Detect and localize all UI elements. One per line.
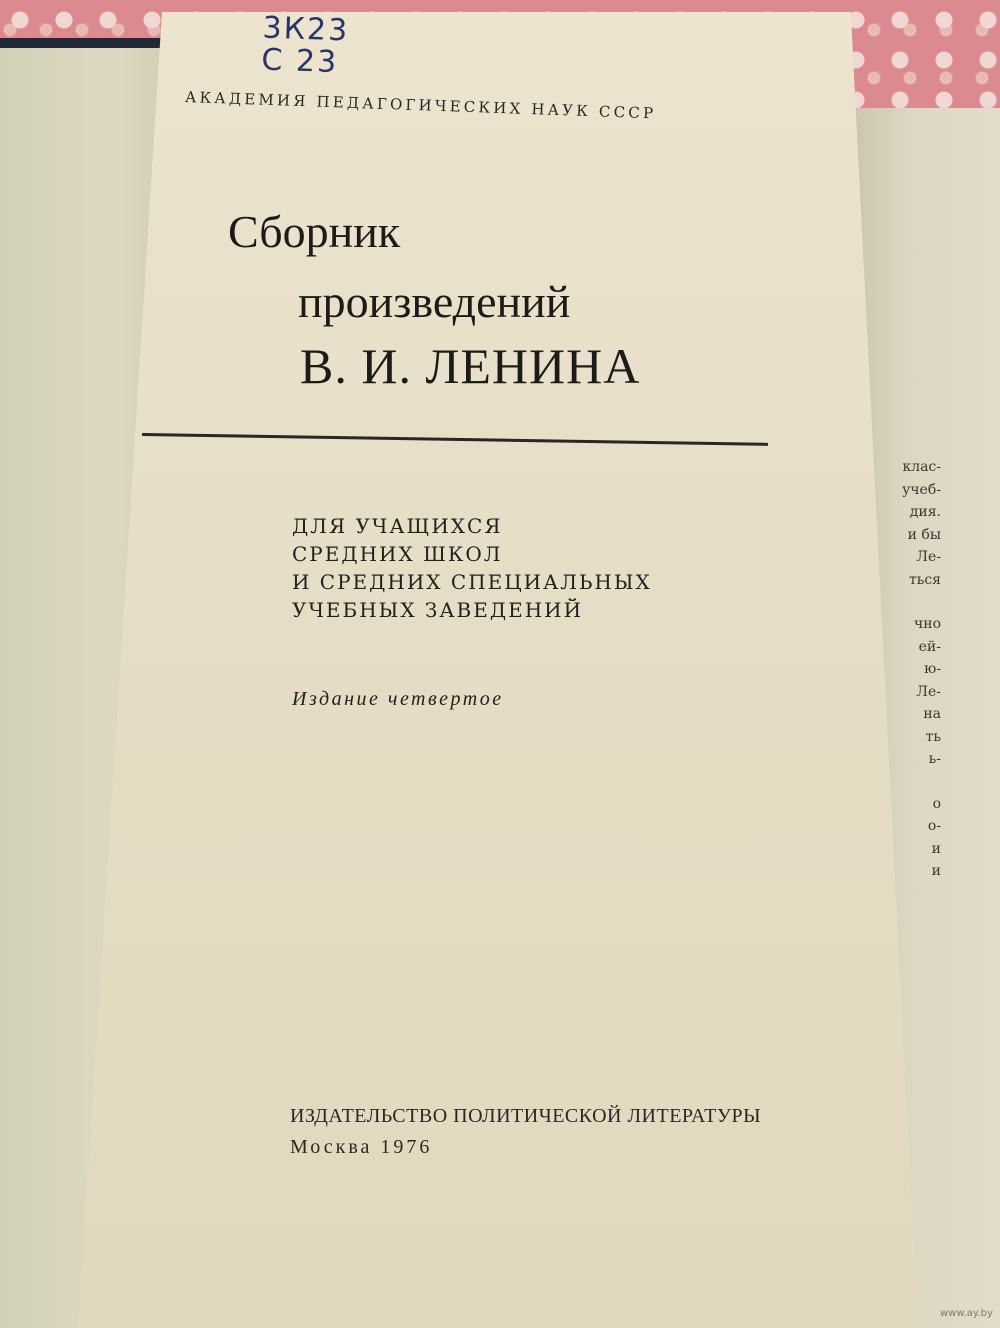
title-page: [78, 12, 918, 1328]
watermark: www.ay.by: [940, 1308, 993, 1319]
place-year: Москва 1976: [290, 1136, 433, 1158]
publisher-name: ИЗДАТЕЛЬСТВО ПОЛИТИЧЕСКОЙ ЛИТЕРАТУРЫ: [290, 1105, 762, 1127]
fragment-line: Ле-: [916, 549, 941, 565]
fragment-line: ей-: [918, 638, 941, 655]
fragment-line: на: [923, 706, 941, 722]
audience-block: [292, 512, 652, 624]
audience-line: УЧЕБНЫХ ЗАВЕДЕНИЙ: [292, 598, 584, 622]
fragment-line: ю-: [924, 661, 941, 677]
audience-line: СРЕДНИХ ШКОЛ: [292, 542, 503, 566]
title-line-2: произведений: [298, 276, 571, 327]
fragment-line: ться: [908, 571, 941, 588]
fragment-line: учеб-: [902, 481, 941, 498]
fragment-line: и: [931, 840, 941, 857]
edition-label: Издание четвертое: [292, 688, 504, 710]
fragment-line: и: [931, 863, 941, 879]
audience-line: ДЛЯ УЧАЩИХСЯ: [292, 514, 503, 538]
academy-header: АКАДЕМИЯ ПЕДАГОГИЧЕСКИХ НАУК СССР: [184, 88, 657, 123]
title-line-1: Сборник: [228, 206, 401, 257]
fragment-line: ь-: [928, 751, 941, 767]
fragment-line: Ле-: [916, 683, 941, 700]
audience-line: И СРЕДНИХ СПЕЦИАЛЬНЫХ: [292, 570, 652, 594]
fragment-line: о-: [927, 818, 941, 834]
handwritten-shelf-mark: 3К23 С 23: [260, 10, 350, 81]
fragment-line: ть: [925, 728, 941, 745]
fragment-line: и бы: [907, 526, 941, 543]
fragment-line: чно: [913, 616, 941, 632]
fragment-line: дия.: [909, 504, 941, 520]
fragment-line: клас-: [902, 459, 941, 475]
title-author: В. И. ЛЕНИНА: [300, 338, 641, 394]
fragment-line: о: [932, 795, 941, 812]
